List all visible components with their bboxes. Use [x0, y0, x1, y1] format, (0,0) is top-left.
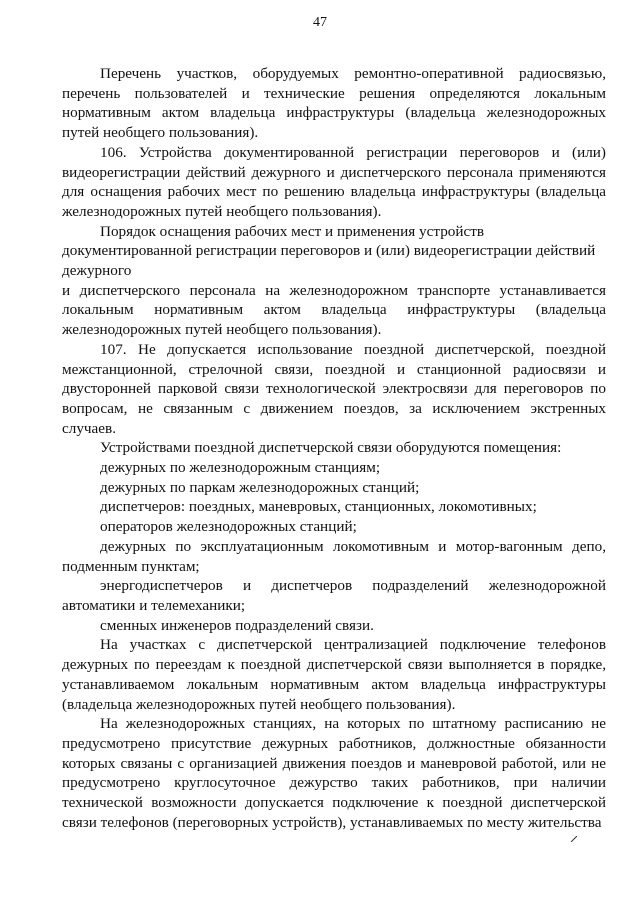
- paragraph-equipment-procedure-cont: и диспетчерского персонала на железнодорожном транспорте устанавливается локальным нормативным актом владельца инфраструктуры (владельца железнодорожных путей необщего пользования).: [62, 281, 606, 339]
- list-item: диспетчеров: поездных, маневровых, станционных, локомотивных;: [100, 498, 537, 516]
- pen-mark-icon: [571, 836, 577, 842]
- paragraph-106: 106. Устройства документированной регистрации переговоров и (или) видеорегистрации действий дежурного и диспетчерского персонала применяются для оснащения рабочих мест по решению владельца инфраструктуры (владельца железнодорожных путей необщего пользования).: [62, 143, 606, 220]
- paragraph-equipment-procedure: Порядок оснащения рабочих мест и применения устройств документированной регистрации переговоров и (или) видеорегистрации действий дежурного: [62, 222, 596, 280]
- paragraph-dispatch-rooms: Устройствами поездной диспетчерской связи оборудуются помещения:: [100, 439, 562, 457]
- document-body: [62, 64, 606, 832]
- page-number: 47: [313, 15, 327, 30]
- list-item: операторов железнодорожных станций;: [100, 518, 357, 536]
- list-item: дежурных по паркам железнодорожных станций;: [100, 478, 420, 496]
- list-item: энергодиспетчеров и диспетчеров подразделений железнодорожной автоматики и телемеханики;: [62, 577, 606, 614]
- paragraph-107: 107. Не допускается использование поездной диспетчерской, поездной межстанционной, стрелочной связи, поездной и станционной радиосвязи и двусторонней парковой связи технологической электросвязи для переговоров по вопросам, не связанным с движением поездов, за исключением экстренных случаев.: [62, 340, 606, 437]
- list-item: дежурных по железнодорожным станциям;: [100, 459, 381, 477]
- paragraph-crossing-phones: На участках с диспетчерской централизацией подключение телефонов дежурных по переездам к поездной диспетчерской связи выполняется в порядке, устанавливаемом локальным нормативным актом владельца инфраструктуры (владельца железнодорожных путей необщего пользования).: [62, 636, 606, 713]
- paragraph-radio-sections: Перечень участков, оборудуемых ремонтно-оперативной радиосвязью, перечень пользователей и технические решения определяются локальным нормативным актом владельца инфраструктуры (владельца железнодорожных путей необщего пользования).: [62, 65, 606, 142]
- paragraph-unstaffed-stations: На железнодорожных станциях, на которых по штатному расписанию не предусмотрено присутствие дежурных работников, должностные обязанности которых связаны с организацией движения поездов и маневровой работой, или не предусмотрено круглосуточное дежурство таких работников, при наличии технической возможности допускается подключение к поездной диспетчерской связи телефонов (переговорных устройств), устанавливаемых по месту жительства: [62, 715, 606, 831]
- list-item: дежурных по эксплуатационным локомотивным и мотор-вагонным депо, подменным пунктам;: [62, 537, 606, 575]
- list-item: сменных инженеров подразделений связи.: [100, 616, 374, 634]
